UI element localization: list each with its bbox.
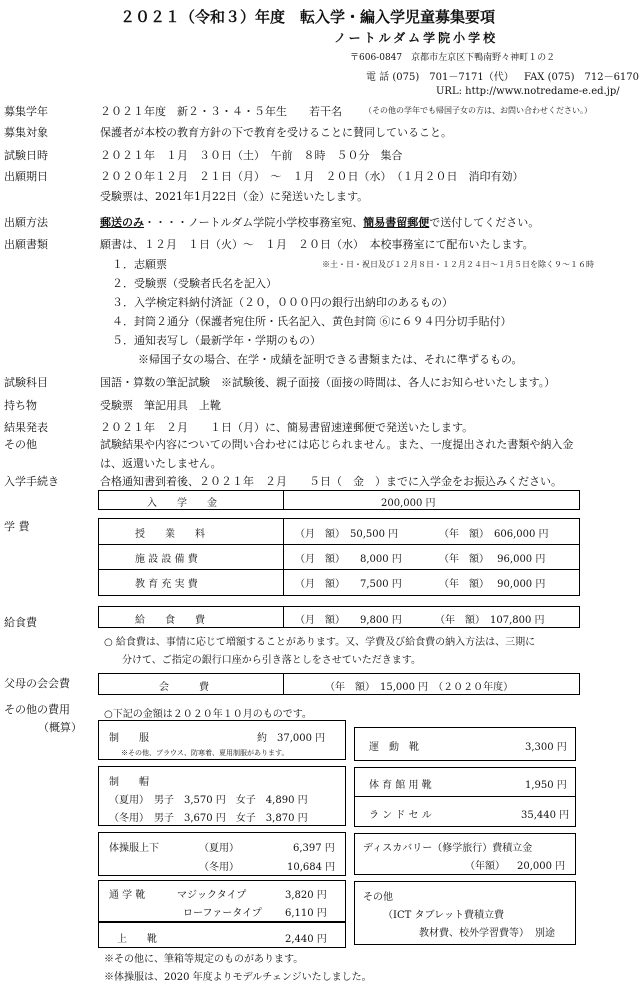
enroll-text: 合格通知書到着後、２０２１年 ２月 ５日（ 金 ）までに入学金をお振込みください。 <box>100 475 562 488</box>
other-label: その他 <box>4 438 37 451</box>
subjects-text: 国語・算数の筆記試験 ※試験後、親子面接（面接の時間は、各人にお知らせいたします。） <box>100 376 556 389</box>
belongings-text: 受験票 筆記用具 上靴 <box>100 399 221 412</box>
lunch-note: ○ 給食費は、事情に応じて増額することがあります。又、学費及び給食費の納入方法は、三期に <box>104 637 536 648</box>
docs-extra: ※帰国子女の場合、在学・成績を証明できる書類または、それに準ずるもの。 <box>138 353 523 366</box>
tuition-yearly: （年 額） 606,000 円 <box>439 529 549 540</box>
gym-summer-label: （夏用） <box>199 843 239 854</box>
school-shoes-name: 通 学 靴 <box>109 890 146 901</box>
entrance-fee-box <box>98 490 580 510</box>
period-label: 出願期日 <box>4 170 48 183</box>
discovery-box <box>354 833 576 875</box>
sport-shoes-box <box>354 727 576 761</box>
other-costs-label: その他の費用 <box>4 703 70 716</box>
gym-summer-amount: 6,397 円 <box>293 843 335 854</box>
school-shoes-box <box>98 880 346 922</box>
docs-item: ２．受験票（受験者氏名を記入） <box>112 277 277 290</box>
loafer-type-amount: 6,110 円 <box>285 908 327 919</box>
indoor-shoes-box <box>98 922 346 948</box>
facility-monthly: （月 額） 8,000 円 <box>295 554 402 565</box>
hat-box <box>98 766 346 826</box>
method-address: ・・・・ノートルダム学院小学校事務室宛、 <box>144 216 364 229</box>
school-tel: 電 話 (075) 701－7171（代） <box>366 72 514 83</box>
footnote: ※体操服は、2020 年度よりモデルチェンジいたしました。 <box>104 972 372 983</box>
period-text: ２０２０年１２月 ２１日（月） ～ １月 ２０日（水） （１月２０日 消印有効） <box>100 170 524 183</box>
pta-label: 父母の会会費 <box>4 677 70 690</box>
grade-note: （その他の学年でも帰国子女の方は、お問い合わせください。） <box>364 106 592 115</box>
docs-text: 願書は、１２月 １日（火）～ １月 ２０日（水） 本校事務室にて配布いたします。 <box>100 238 534 251</box>
misc-box <box>354 881 576 945</box>
gym-winter-amount: 10,684 円 <box>287 862 336 873</box>
docs-item: ５．通知表写し（最新学年・学期のもの） <box>112 334 321 347</box>
facility-name: 施 設 設 備 費 <box>135 554 198 565</box>
tuition-name: 授 業 料 <box>135 529 205 540</box>
loafer-type-label: ローファータイプ <box>183 908 262 919</box>
uniform-note: ※その他、ブラウス、防寒着、夏用制服があります。 <box>121 749 289 757</box>
indoor-shoes-name: 上 靴 <box>117 934 157 945</box>
gym-shoes-name: 体 育 館 用 靴 <box>369 780 432 791</box>
page-title: ２０２１（令和３）年度 転入学・編入学児童募集要項 <box>120 8 496 26</box>
magic-type-label: マジックタイプ <box>177 890 247 901</box>
lunch-monthly: （月 額） 9,800 円 <box>295 615 402 626</box>
docs-item: １．志願票 <box>112 258 167 271</box>
hat-name: 制 帽 <box>109 777 149 788</box>
method-mail-only: 郵送のみ <box>100 216 144 229</box>
subjects-label: 試験科目 <box>4 376 48 389</box>
entrance-fee-amount: 200,000 円 <box>381 498 436 509</box>
gym-winter-label: （冬用） <box>199 862 239 873</box>
other-costs-sub: （概算） <box>38 721 82 734</box>
method-registered: 簡易書留郵便 <box>363 216 430 229</box>
school-name: ノートルダム学院小学校 <box>334 31 499 45</box>
entrance-fee-name: 入 学 金 <box>147 498 217 509</box>
discovery-name: ディスカバリー（修学旅行）費積立金 <box>363 843 533 854</box>
other-text: 試験結果や内容についての問い合わせには応じられません。また、一度提出された書類や納入金 <box>100 438 574 451</box>
tuition-monthly: （月 額） 50,500 円 <box>295 529 399 540</box>
docs-note: ※土・日・祝日及び１２月８日・１２月２４日～１月５日を除く９～１６時 <box>322 260 594 269</box>
facility-yearly: （年 額） 96,000 円 <box>439 554 546 565</box>
tuition-box <box>98 518 580 596</box>
pta-box <box>98 673 580 695</box>
lunch-label: 給食費 <box>4 616 37 629</box>
method-text <box>100 214 539 230</box>
belongings-label: 持ち物 <box>4 399 37 412</box>
magic-type-amount: 3,820 円 <box>285 890 327 901</box>
docs-label: 出願書類 <box>4 238 48 251</box>
sport-shoes-amount: 3,300 円 <box>525 742 567 753</box>
lunch-yearly: （年 額） 107,800 円 <box>435 615 545 626</box>
exam-date-text: ２０２１年 １月 ３０日（土） 午前 ８時 ５０分 集合 <box>100 149 403 162</box>
lunch-note2: 分けて、ご指定の銀行口座から引き落としをさせていただきます。 <box>122 655 421 666</box>
enrichment-name: 教 育 充 実 費 <box>135 579 198 590</box>
uniform-box <box>98 720 346 760</box>
tuition-label: 学 費 <box>4 520 30 533</box>
sport-shoes-name: 運 動 靴 <box>369 742 419 753</box>
target-text: 保護者が本校の教育方針の下で教育を受けることに賛同していること。 <box>100 126 452 139</box>
period-text2: 受験票は、2021年1月22日（金）に発送いたします。 <box>100 190 369 203</box>
enrichment-monthly: （月 額） 7,500 円 <box>295 579 402 590</box>
school-fax: FAX (075) 712－6170 <box>524 72 640 83</box>
indoor-shoes-amount: 2,440 円 <box>285 934 327 945</box>
misc-line2: 教材費、校外学習費等） <box>419 928 529 939</box>
hat-winter: （冬用） 男子 3,670 円 女子 3,870 円 <box>109 813 308 824</box>
uniform-amount: 約 37,000 円 <box>257 733 326 744</box>
grade-text: ２０２１年度 新２・３・４・５年生 若干名 <box>100 105 342 118</box>
gym-clothes-name: 体操服上下 <box>109 843 159 854</box>
randoseru-amount: 35,440 円 <box>521 810 570 821</box>
uniform-name: 制 服 <box>109 733 149 744</box>
misc-line1: （ICT タブレット費積立費 <box>383 910 504 921</box>
school-address: 〒606-0847 京都市左京区下鴨南野々神町１の２ <box>350 53 556 63</box>
footnote: ※その他に、筆箱等規定のものがあります。 <box>104 954 304 965</box>
docs-item: ３．入学検定料納付済証（２０，０００円の銀行出納印のあるもの） <box>112 296 453 309</box>
randoseru-name: ラ ン ド セ ル <box>369 810 432 821</box>
misc-line3: 別途 <box>535 928 555 939</box>
result-text: ２０２１年 ２月 １日（月）に、簡易書留速達郵便で発送いたします。 <box>100 421 474 434</box>
misc-name: その他 <box>363 892 393 903</box>
docs-item: ４．封筒２通分（保護者宛住所・氏名記入、黄色封筒 ⑥に６９４円分切手貼付） <box>112 315 512 328</box>
lunch-box <box>98 606 580 628</box>
discovery-amount: 20,000 円 <box>517 861 566 872</box>
pta-amount: （年 額） 15,000 円 （２０２０年度） <box>325 682 514 693</box>
lunch-name: 給 食 費 <box>135 615 205 626</box>
result-label: 結果発表 <box>4 421 48 434</box>
enrichment-yearly: （年 額） 90,000 円 <box>439 579 546 590</box>
enroll-label: 入学手続き <box>4 475 59 488</box>
grade-label: 募集学年 <box>4 105 48 118</box>
gym-shoes-amount: 1,950 円 <box>525 780 567 791</box>
target-label: 募集対象 <box>4 126 48 139</box>
hat-summer: （夏用） 男子 3,570 円 女子 4,890 円 <box>109 795 308 806</box>
pta-name: 会 費 <box>159 682 209 693</box>
gym-clothes-box <box>98 832 346 876</box>
discovery-sub: （年額） <box>465 861 505 872</box>
other-costs-note: ○下記の金額は２０２０年１０月のものです。 <box>104 709 312 720</box>
exam-date-label: 試験日時 <box>4 149 48 162</box>
method-suffix: で送付してください。 <box>429 216 540 229</box>
gym-shoes-box <box>354 767 576 827</box>
method-label: 出願方法 <box>4 216 48 229</box>
other-text2: は、返還いたしません。 <box>100 457 222 470</box>
school-url[interactable]: URL: http://www.notredame-e.ed.jp/ <box>436 86 620 97</box>
